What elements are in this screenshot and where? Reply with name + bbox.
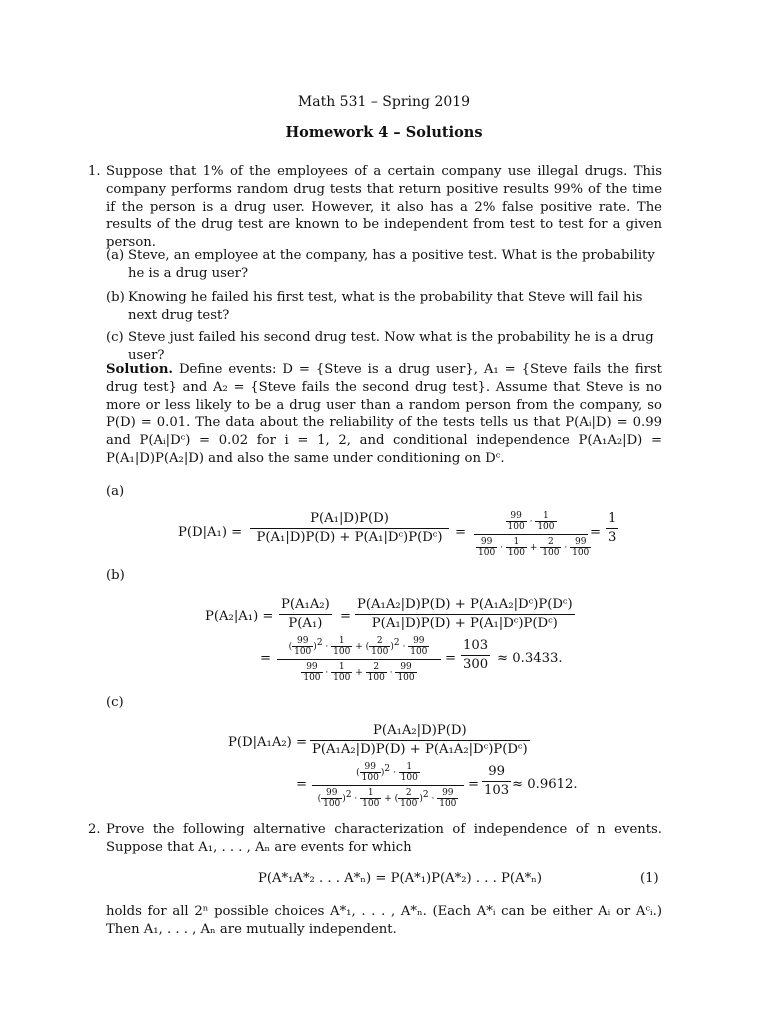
part-text: Knowing he failed his first test, what is the probability that Steve will fail his next drug test? bbox=[128, 290, 643, 323]
eq-a-equals-2: = bbox=[590, 525, 602, 540]
part-label: (b) bbox=[106, 290, 125, 305]
eq-b-result: $\frac{103}{300}$ bbox=[463, 638, 489, 672]
eq-a-numeric-den: $\frac{99}{100}$ · $\frac{1}{100}$ + $\frac{2}{100}$ · $\frac{99}{100}$ bbox=[478, 537, 590, 558]
eq-a-result: $\frac{1}{3}$ bbox=[608, 511, 617, 545]
eq-c-equals: = bbox=[296, 777, 308, 792]
part-label: (c) bbox=[106, 330, 124, 345]
eq-b-approx: ≈ 0.3433. bbox=[497, 651, 563, 666]
problem-1-number: 1. bbox=[88, 164, 101, 179]
eq-b-equals-2: = bbox=[260, 651, 272, 666]
problem-1-statement: Suppose that 1% of the employees of a certain company use illegal drugs. This company performs random drug tests that return positive results 99% of the time if the person is a drug user. However, it also has a 2% false positive rate. The results of the drug test are known to be independent from test to test for a given person. bbox=[106, 164, 662, 251]
solution-text: Define events: D = {Steve is a drug user}, A₁ = {Steve fails the first drug test} and A₂ = {Steve fails the second drug test}. Assume that Steve is no more or less likely to be a drug user than a random person from the company, so P(D) = 0.01. The data about the reliability of the tests tells us that P(Aᵢ|D) = 0.99 and P(Aᵢ|Dᶜ) = 0.02 for i = 1, 2, and conditional independence P(A₁A₂|D) = P(A₁|D)P(A₂|D) and also the same under conditioning on Dᶜ. bbox=[106, 362, 662, 466]
eq-b-equals: = bbox=[340, 609, 352, 624]
solution-part-a-label: (a) bbox=[106, 484, 125, 499]
eq-a-numerator: P(A₁|D)P(D) bbox=[250, 510, 449, 529]
eq-a-fraction bbox=[250, 510, 449, 547]
part-text: Steve just failed his second drug test. Now what is the probability he is a drug user? bbox=[128, 330, 654, 363]
problem-1-part-c bbox=[106, 329, 662, 365]
eq-a-lhs: P(D|A₁) = bbox=[178, 525, 243, 540]
solution-part-b-label: (b) bbox=[106, 568, 125, 583]
eq-c-fraction: $\frac{\text{P(A₁A₂|D)P(D)}}{\text{P(A₁A₂|D)P(D) + P(A₁A₂|Dᶜ)P(Dᶜ)}}$ bbox=[312, 723, 528, 757]
problem-1-part-a bbox=[106, 247, 662, 283]
course-title: Math 531 – Spring 2019 bbox=[297, 94, 471, 110]
eq-b-lhs: P(A₂|A₁) = bbox=[205, 609, 274, 624]
eq-c-approx: ≈ 0.9612. bbox=[512, 777, 578, 792]
problem-2-equation: P(A*₁A*₂ . . . A*ₙ) = P(A*₁)P(A*₂) . . . P(A*ₙ) bbox=[258, 871, 543, 886]
eq-c-equals-2: = bbox=[468, 777, 480, 792]
eq-a-numeric-fraction bbox=[474, 511, 593, 558]
part-text: Steve, an employee at the company, has a positive test. What is the probability he is a drug user? bbox=[128, 248, 655, 281]
problem-2-conclusion: holds for all 2ⁿ possible choices A*₁, . . . , A*ₙ. (Each A*ᵢ can be either Aᵢ or Aᶜᵢ.) Then A₁, . . . , Aₙ are mutually independent. bbox=[106, 904, 662, 937]
eq-b-frac1: $\frac{\text{P(A₁A₂)}}{\text{P(A₁)}}$ bbox=[281, 597, 330, 631]
eq-c-result: $\frac{99}{103}$ bbox=[484, 764, 510, 798]
part-label: (a) bbox=[106, 248, 125, 263]
eq-b-equals-3: = bbox=[445, 651, 457, 666]
problem-1-part-b bbox=[106, 289, 662, 325]
eq-b-numeric-fraction: ( $\frac{99}{100}$ )$^2$ · $\frac{1}{100}$ + ( $\frac{2}{100}$ )$^2$ · $\frac{99}{100}$ $\frac{99}{100}$ · $\frac{1}{100}$ + $\frac{2}{100}$ · $\frac{99}{100}$ bbox=[277, 636, 441, 683]
eq-a-equals: = bbox=[455, 525, 467, 540]
equation-number: (1) bbox=[640, 871, 659, 886]
solution-paragraph bbox=[106, 361, 662, 468]
eq-a-numeric-num: $\frac{99}{100}$ · $\frac{1}{100}$ bbox=[474, 511, 588, 535]
eq-b-frac2: $\frac{\text{P(A₁A₂|D)P(D) + P(A₁A₂|Dᶜ)P(Dᶜ)}}{\text{P(A₁|D)P(D) + P(A₁|Dᶜ)P(Dᶜ)}}$ bbox=[357, 597, 573, 631]
eq-c-numeric-fraction: ( $\frac{99}{100}$ )$^2$ · $\frac{1}{100}$ ( $\frac{99}{100}$ )$^2$ · $\frac{1}{100}$ + ( $\frac{2}{100}$ )$^2$ · $\frac{99}{100}$ bbox=[312, 762, 464, 809]
eq-c-lhs: P(D|A₁A₂) = bbox=[228, 735, 308, 750]
problem-2-number: 2. bbox=[88, 822, 101, 837]
solution-heading: Solution. bbox=[106, 362, 173, 377]
eq-a-denominator: P(A₁|D)P(D) + P(A₁|Dᶜ)P(Dᶜ) bbox=[256, 529, 443, 545]
solution-part-c-label: (c) bbox=[106, 695, 124, 710]
homework-title: Homework 4 – Solutions bbox=[285, 124, 483, 141]
problem-2-statement: Prove the following alternative characterization of independence of n events. Suppose that A₁, . . . , Aₙ are events for which bbox=[106, 822, 662, 855]
